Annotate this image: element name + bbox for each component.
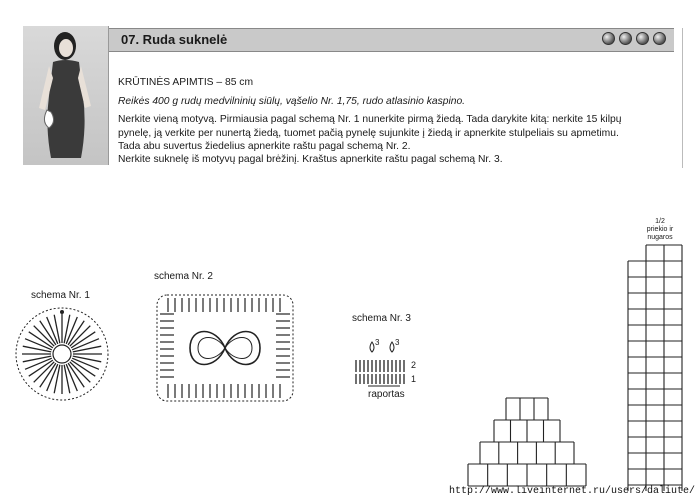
dress-block-diagram	[626, 243, 684, 493]
instruction-line: pynelę, ją verkite per nunertą žiedą, tuomet pačią pynelę sujunkite į žiedą ir apnerkite stulpeliais su apmetimu.	[118, 127, 619, 139]
divider	[682, 28, 683, 168]
instructions	[118, 76, 678, 166]
schema-2-diagram	[154, 292, 296, 404]
schema-3-label: schema Nr. 3	[352, 313, 411, 324]
schema-2-label: schema Nr. 2	[154, 271, 213, 282]
diagram-stroke	[54, 315, 60, 343]
source-url: http://www.liveinternet.ru/users/daliute/	[448, 486, 695, 497]
instruction-line: Nerkite vieną motyvą. Pirmiausia pagal schemą Nr. 1 nunerkite pirmą žiedą. Tada darykite kitą: nerkite 15 kilpų	[118, 114, 622, 126]
yarn-ball-icon	[636, 32, 649, 45]
diagram-stroke	[64, 365, 70, 393]
diagram-stroke	[23, 356, 51, 362]
pattern-title: 07. Ruda suknelė	[121, 32, 228, 47]
schema-3-diagram	[350, 338, 410, 394]
yarn-ball-icon	[602, 32, 615, 45]
repeat-label: raportas	[368, 389, 405, 400]
diagram-stroke	[64, 315, 70, 343]
skirt-block-diagram	[466, 395, 588, 487]
size-line: KRŪTINĖS APIMTIS – 85 cm	[118, 77, 254, 88]
diagram-stroke	[54, 365, 60, 393]
diagram-stroke	[23, 346, 51, 352]
schema-1-diagram	[14, 306, 110, 402]
row-number: 1	[411, 374, 417, 384]
half-label-line: 1/2	[655, 218, 665, 225]
yarn-ball-icon	[619, 32, 632, 45]
dress-silhouette	[23, 26, 108, 165]
diagram-stroke	[73, 356, 101, 362]
model-photo	[23, 26, 109, 165]
diagram-stroke	[73, 346, 101, 352]
difficulty-rating	[598, 32, 666, 50]
instruction-line: Nerkite suknelę iš motyvų pagal brėžinį. Kraštus apnerkite raštu pagal schemą Nr. 3.	[118, 154, 503, 166]
chain-count: 3	[375, 338, 380, 347]
schema-1-label: schema Nr. 1	[31, 290, 90, 301]
instruction-line: Tada abu suvertus žiedelius apnerkite raštu pagal schemą Nr. 2.	[118, 140, 411, 152]
materials-line: Reikės 400 g rudų medvilninių siūlų, vąšelio Nr. 1,75, rudo atlasinio kaspino.	[118, 96, 466, 108]
half-label	[640, 218, 680, 242]
yarn-ball-icon	[653, 32, 666, 45]
half-label-line: nugaros	[647, 234, 673, 241]
chain-count: 3	[395, 338, 400, 347]
half-label-line: priekio ir	[646, 226, 674, 233]
pattern-header	[109, 28, 674, 52]
row-number: 2	[411, 360, 417, 370]
